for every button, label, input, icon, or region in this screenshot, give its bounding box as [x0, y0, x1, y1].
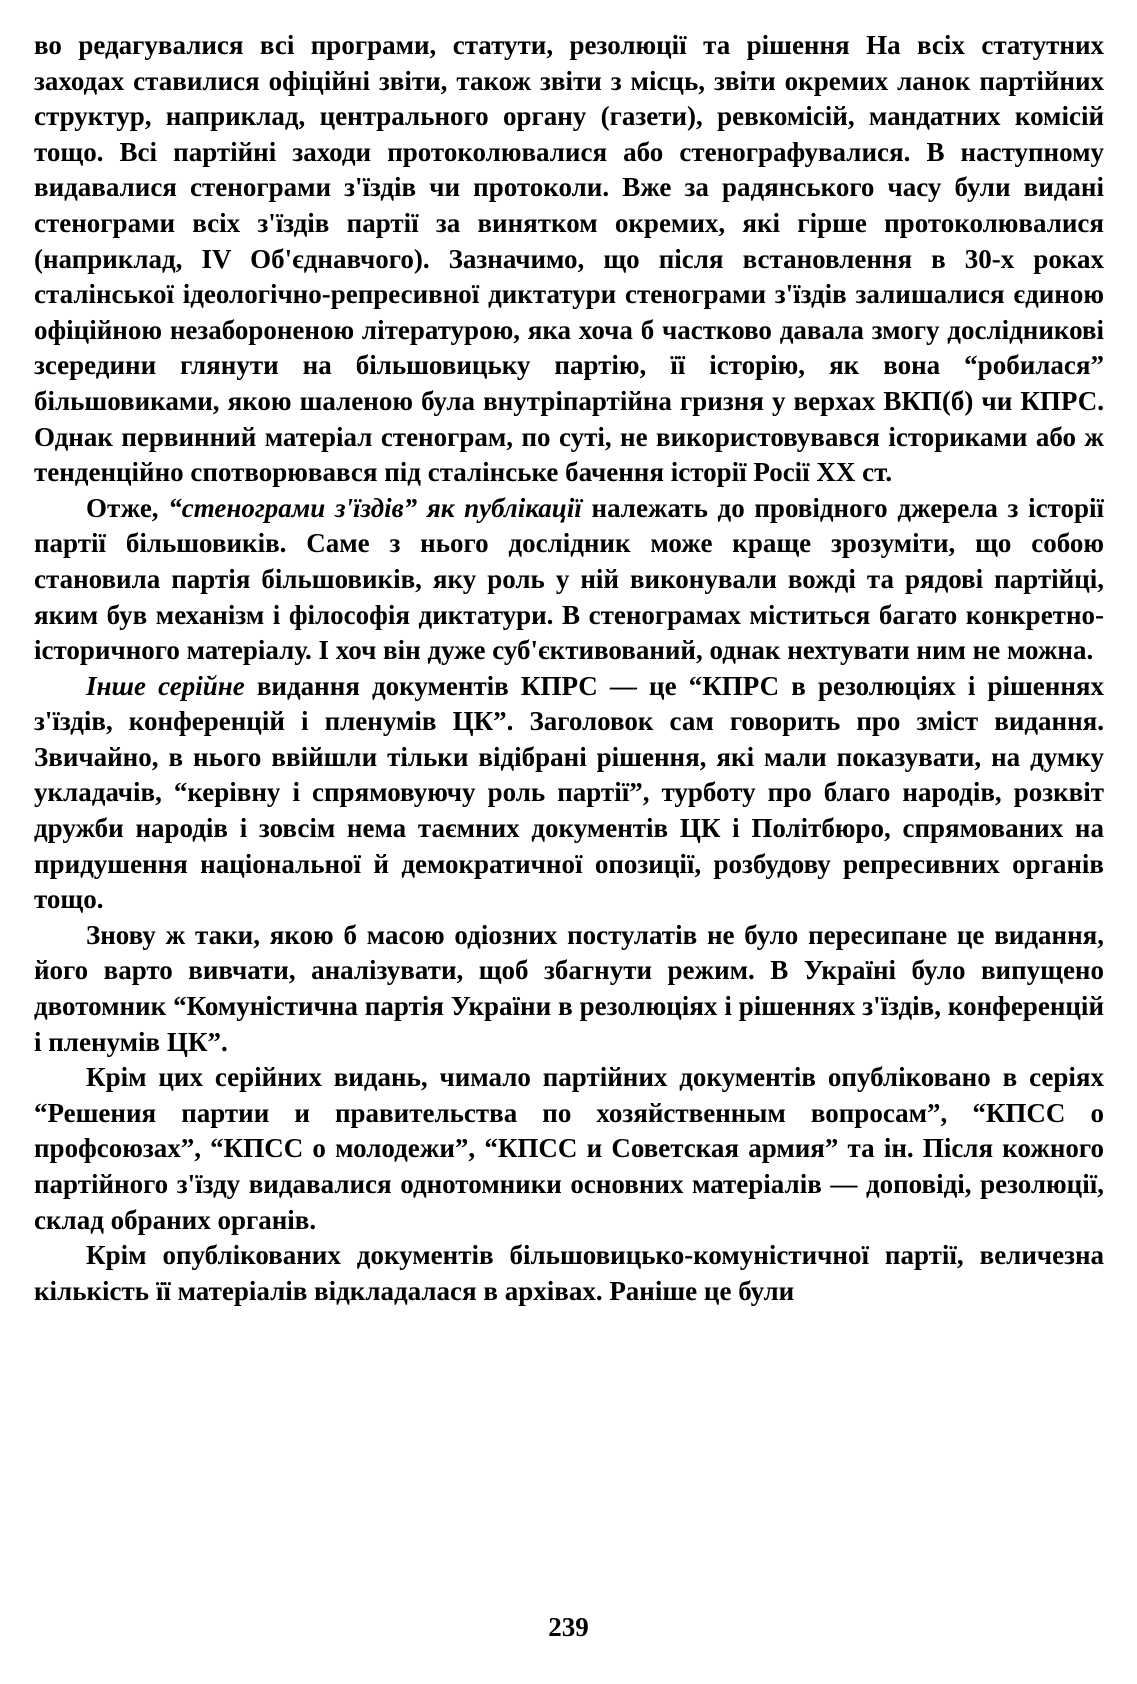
page-number: 239 [548, 1612, 589, 1642]
paragraph-2 [34, 491, 1104, 669]
paragraph-3-emphasis: Інше серійне [86, 670, 245, 701]
paragraph-1: во редагувалися всі програми, статути, резолюції та рішення На всіх статутних заходах ставилися офіційні звіти, також звіти з місць, звіти окремих ланок партійних структур, наприклад, центрального органу (газети), ревкомісій, мандатних комісій тощо. Всі партійні заходи протоколювалися або стенографувалися. В наступному видавалися стенограми з'їздів чи протоколи. Вже за радянського часу були видані стенограми всіх з'їздів партії за винятком окремих, які гірше протоколювалися (наприклад, IV Об'єднавчого). Зазначимо, що після встановлення в 30-х роках сталінської ідеологічно-репресивної диктатури стенограми з'їздів залишалися єдиною офіційною незабороненою літературою, яка хоча б частково давала змогу дослідникові зсередини глянути на більшовицьку партію, її історію, як вона “робилася” більшовиками, якою шаленою була внутріпартійна гризня у верхах ВКП(б) чи КПРС. Однак первинний матеріал стенограм, по суті, не використовувався істориками або ж тенденційно спотворювався під сталінське бачення історії Росії XX ст. [34, 30, 1104, 488]
paragraph-2-emphasis: “стенограми з'їздів” як публікації [168, 492, 582, 523]
paragraph-3 [34, 669, 1104, 918]
paragraph-6: Крім опублікованих документів більшовицько-комуністичної партії, величезна кількість її матеріалів відкладалася в архівах. Раніше це були [34, 1240, 1104, 1306]
paragraph-2-lead: Отже, [86, 492, 169, 523]
paragraph-5: Крім цих серійних видань, чимало партійних документів опубліковано в серіях “Решения партии и правительства по хозяйственным вопросам”, “КПСС о профсоюзах”, “КПСС о молодежи”, “КПСС и Советская армия” та ін. Після кожного партійного з'їзду видавалися однотомники основних матеріалів — доповіді, резолюції, склад обраних органів. [34, 1062, 1104, 1235]
page-body [34, 28, 1104, 1648]
paragraph-2-rest: належать до провідного джерела з історії партії більшовиків. Саме з нього дослідник може краще зрозуміти, що собою становила партія більшовиків, яку роль у ній виконували вожді та рядові партійці, яким був механізм і філософія диктатури. В стенограмах міститься багато конкретно-історичного матеріалу. І хоч він дуже суб'єктивований, однак нехтувати ним не можна. [34, 492, 1104, 666]
paragraph-3-rest: видання документів КПРС — це “КПРС в резолюціях і рішеннях з'їздів, конференцій і пленумів ЦК”. Заголовок сам говорить про зміст видання. Звичайно, в нього ввійшли тільки відібрані рішення, які мали показувати, на думку укладачів, “керівну і спрямовуючу роль партії”, турботу про благо народів, розквіт дружби народів і зовсім нема таємних документів ЦК і Політбюро, спрямованих на придушення національної й демократичної опозиції, розбудову репресивних органів тощо. [34, 670, 1105, 915]
paragraph-4: Знову ж таки, якою б масою одіозних постулатів не було пересипане це видання, його варто вивчати, аналізувати, щоб збагнути режим. В Україні було випущено двотомник “Комуністична партія України в резолюціях і рішеннях з'їздів, конференцій і пленумів ЦК”. [34, 919, 1104, 1057]
